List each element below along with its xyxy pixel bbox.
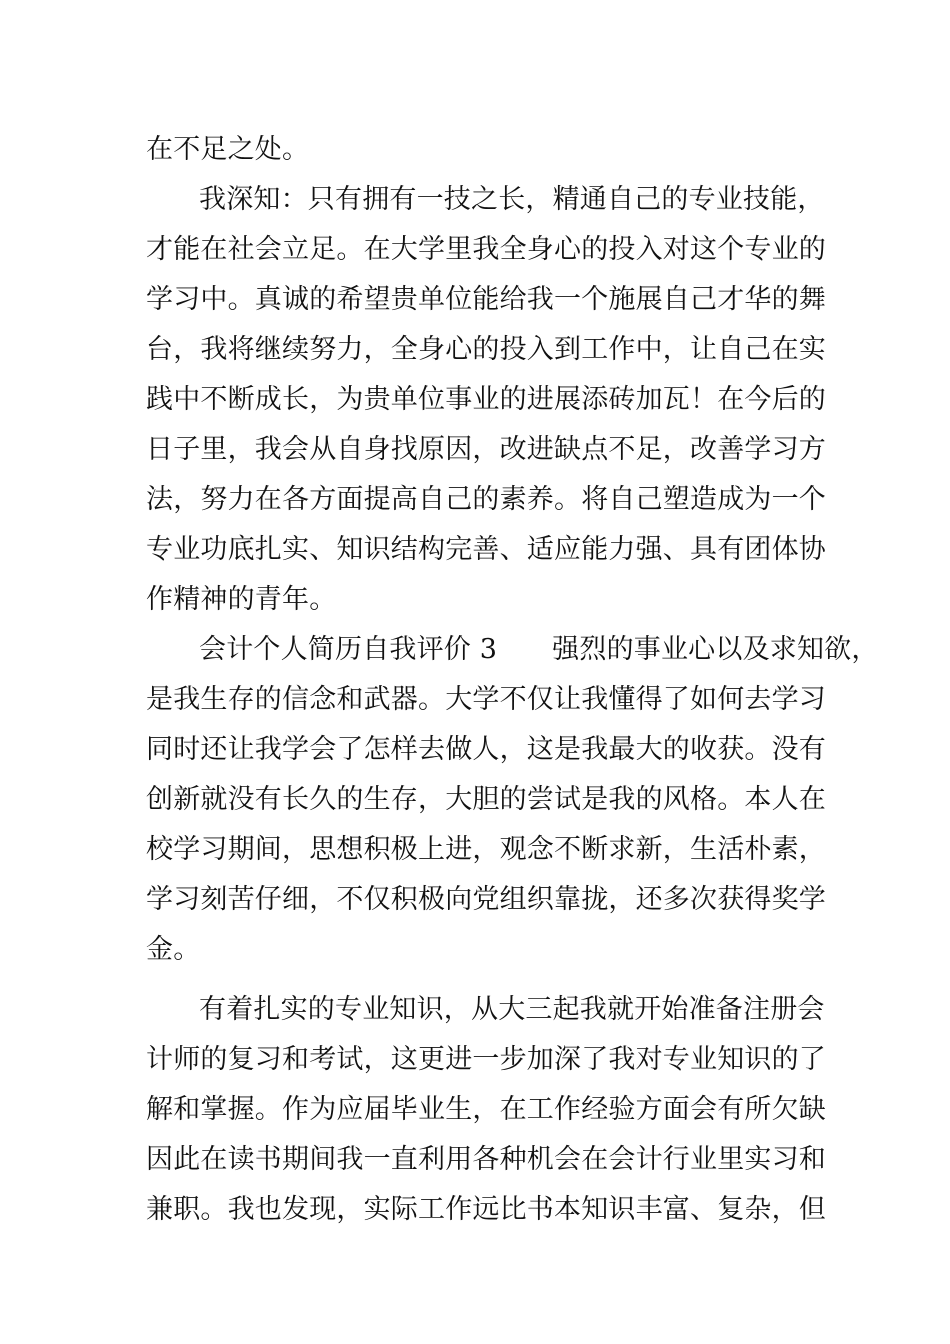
text-line: 是我生存的信念和武器。大学不仅让我懂得了如何去学习 [146, 684, 826, 715]
text-line: 学习中。真诚的希望贵单位能给我一个施展自己才华的舞 [146, 284, 826, 315]
paragraph-first-line: 我深知：只有拥有一技之长，精通自己的专业技能， [199, 184, 825, 215]
text-line: 校学习期间，思想积极上进，观念不断求新，生活朴素， [146, 834, 826, 865]
text-line: 专业功底扎实、知识结构完善、适应能力强、具有团体协 [146, 534, 826, 565]
text-line: 践中不断成长，为贵单位事业的进展添砖加瓦！在今后的 [146, 384, 826, 415]
paragraph-first-line: 有着扎实的专业知识，从大三起我就开始准备注册会 [199, 994, 825, 1025]
text-line: 兼职。我也发现，实际工作远比书本知识丰富、复杂，但 [146, 1194, 826, 1225]
text-line: 作精神的青年。 [146, 584, 337, 615]
text-line: 因此在读书期间我一直利用各种机会在会计行业里实习和 [146, 1144, 826, 1175]
text-line: 同时还让我学会了怎样去做人，这是我最大的收获。没有 [146, 734, 826, 765]
text-line: 在不足之处。 [146, 134, 310, 165]
text-line: 日子里，我会从自身找原因，改进缺点不足，改善学习方 [146, 434, 826, 465]
section-first-sentence: 强烈的事业心以及求知欲， [552, 634, 879, 665]
text-line: 创新就没有长久的生存，大胆的尝试是我的风格。本人在 [146, 784, 826, 815]
text-line: 学习刻苦仔细，不仅积极向党组织靠拢，还多次获得奖学 [146, 884, 826, 915]
text-line: 台，我将继续努力，全身心的投入到工作中，让自己在实 [146, 334, 826, 365]
text-line: 金。 [146, 934, 201, 965]
text-line: 法，努力在各方面提高自己的素养。将自己塑造成为一个 [146, 484, 826, 515]
section-heading: 会计个人简历自我评价 3 [199, 634, 498, 665]
text-line: 才能在社会立足。在大学里我全身心的投入对这个专业的 [146, 234, 826, 265]
section-heading-line [199, 630, 879, 670]
text-line: 计师的复习和考试，这更进一步加深了我对专业知识的了 [146, 1044, 826, 1075]
text-line: 解和掌握。作为应届毕业生，在工作经验方面会有所欠缺 [146, 1094, 826, 1125]
